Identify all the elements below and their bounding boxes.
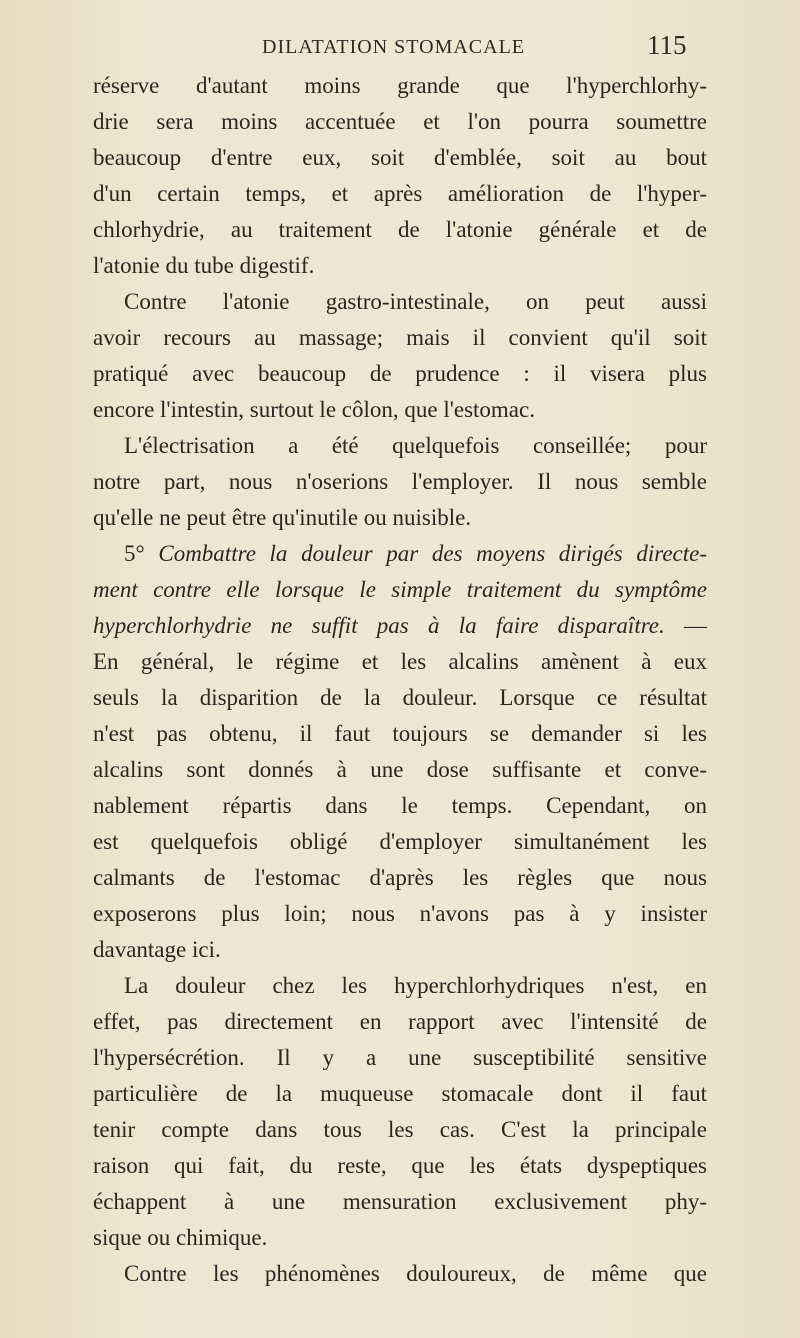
text-line: Contre l'atonie gastro-intestinale, on peut aussi <box>124 289 707 314</box>
text-line: davantage ici. <box>93 937 221 962</box>
text-line: particulière de la muqueuse stomacale dont il faut <box>93 1081 707 1106</box>
text-line: seuls la disparition de la douleur. Lorsque ce résultat <box>93 685 707 710</box>
section-heading-line: 5° Combattre la douleur par des moyens dirigés directe- <box>124 541 708 566</box>
text-line: calmants de l'estomac d'après les règles que nous <box>93 865 707 890</box>
text-line: effet, pas directement en rapport avec l'intensité de <box>93 1009 707 1034</box>
text-line: notre part, nous n'oserions l'employer. Il nous semble <box>93 469 707 494</box>
text-line: tenir compte dans tous les cas. C'est la principale <box>93 1117 707 1142</box>
page-number: 115 <box>647 30 687 60</box>
text-line: Contre les phénomènes douloureux, de même que <box>124 1261 707 1286</box>
running-title: DILATATION STOMACALE <box>262 36 526 58</box>
text-line: En général, le régime et les alcalins amènent à eux <box>93 649 707 674</box>
text-line: pratiqué avec beaucoup de prudence : il visera plus <box>93 361 707 386</box>
text-line: encore l'intestin, surtout le côlon, que l'estomac. <box>93 397 535 422</box>
text-line: réserve d'autant moins grande que l'hyperchlorhy- <box>93 73 707 98</box>
text-line: drie sera moins accentuée et l'on pourra soumettre <box>93 109 707 134</box>
text-line: nablement répartis dans le temps. Cependant, on <box>93 793 707 818</box>
text-line: sique ou chimique. <box>93 1225 268 1250</box>
text-line: beaucoup d'entre eux, soit d'emblée, soit au bout <box>93 145 707 170</box>
text-line: d'un certain temps, et après amélioration de l'hyper- <box>93 181 707 206</box>
text-line: exposerons plus loin; nous n'avons pas à y insister <box>93 901 707 926</box>
text-line: chlorhydrie, au traitement de l'atonie générale et de <box>93 217 707 242</box>
text-line: l'hypersécrétion. Il y a une susceptibilité sensitive <box>93 1045 707 1070</box>
text-line: l'atonie du tube digestif. <box>93 253 315 278</box>
running-head <box>0 30 800 64</box>
text-line: avoir recours au massage; mais il convient qu'il soit <box>93 325 707 350</box>
text-line: L'électrisation a été quelquefois conseillée; pour <box>124 433 707 458</box>
text-line: est quelquefois obligé d'employer simultanément les <box>93 829 707 854</box>
section-heading-line: hyperchlorhydrie ne suffit pas à la faire disparaître. — <box>93 613 707 638</box>
text-line: échappent à une mensuration exclusivement phy- <box>93 1189 707 1214</box>
text-line: n'est pas obtenu, il faut toujours se demander si les <box>93 721 707 746</box>
text-line: La douleur chez les hyperchlorhydriques n'est, en <box>124 973 707 998</box>
text-line: qu'elle ne peut être qu'inutile ou nuisible. <box>93 505 472 530</box>
section-heading-line: ment contre elle lorsque le simple traitement du symptôme <box>93 577 707 602</box>
text-line: alcalins sont donnés à une dose suffisante et conve- <box>93 757 707 782</box>
text-line: raison qui fait, du reste, que les états dyspeptiques <box>93 1153 707 1178</box>
